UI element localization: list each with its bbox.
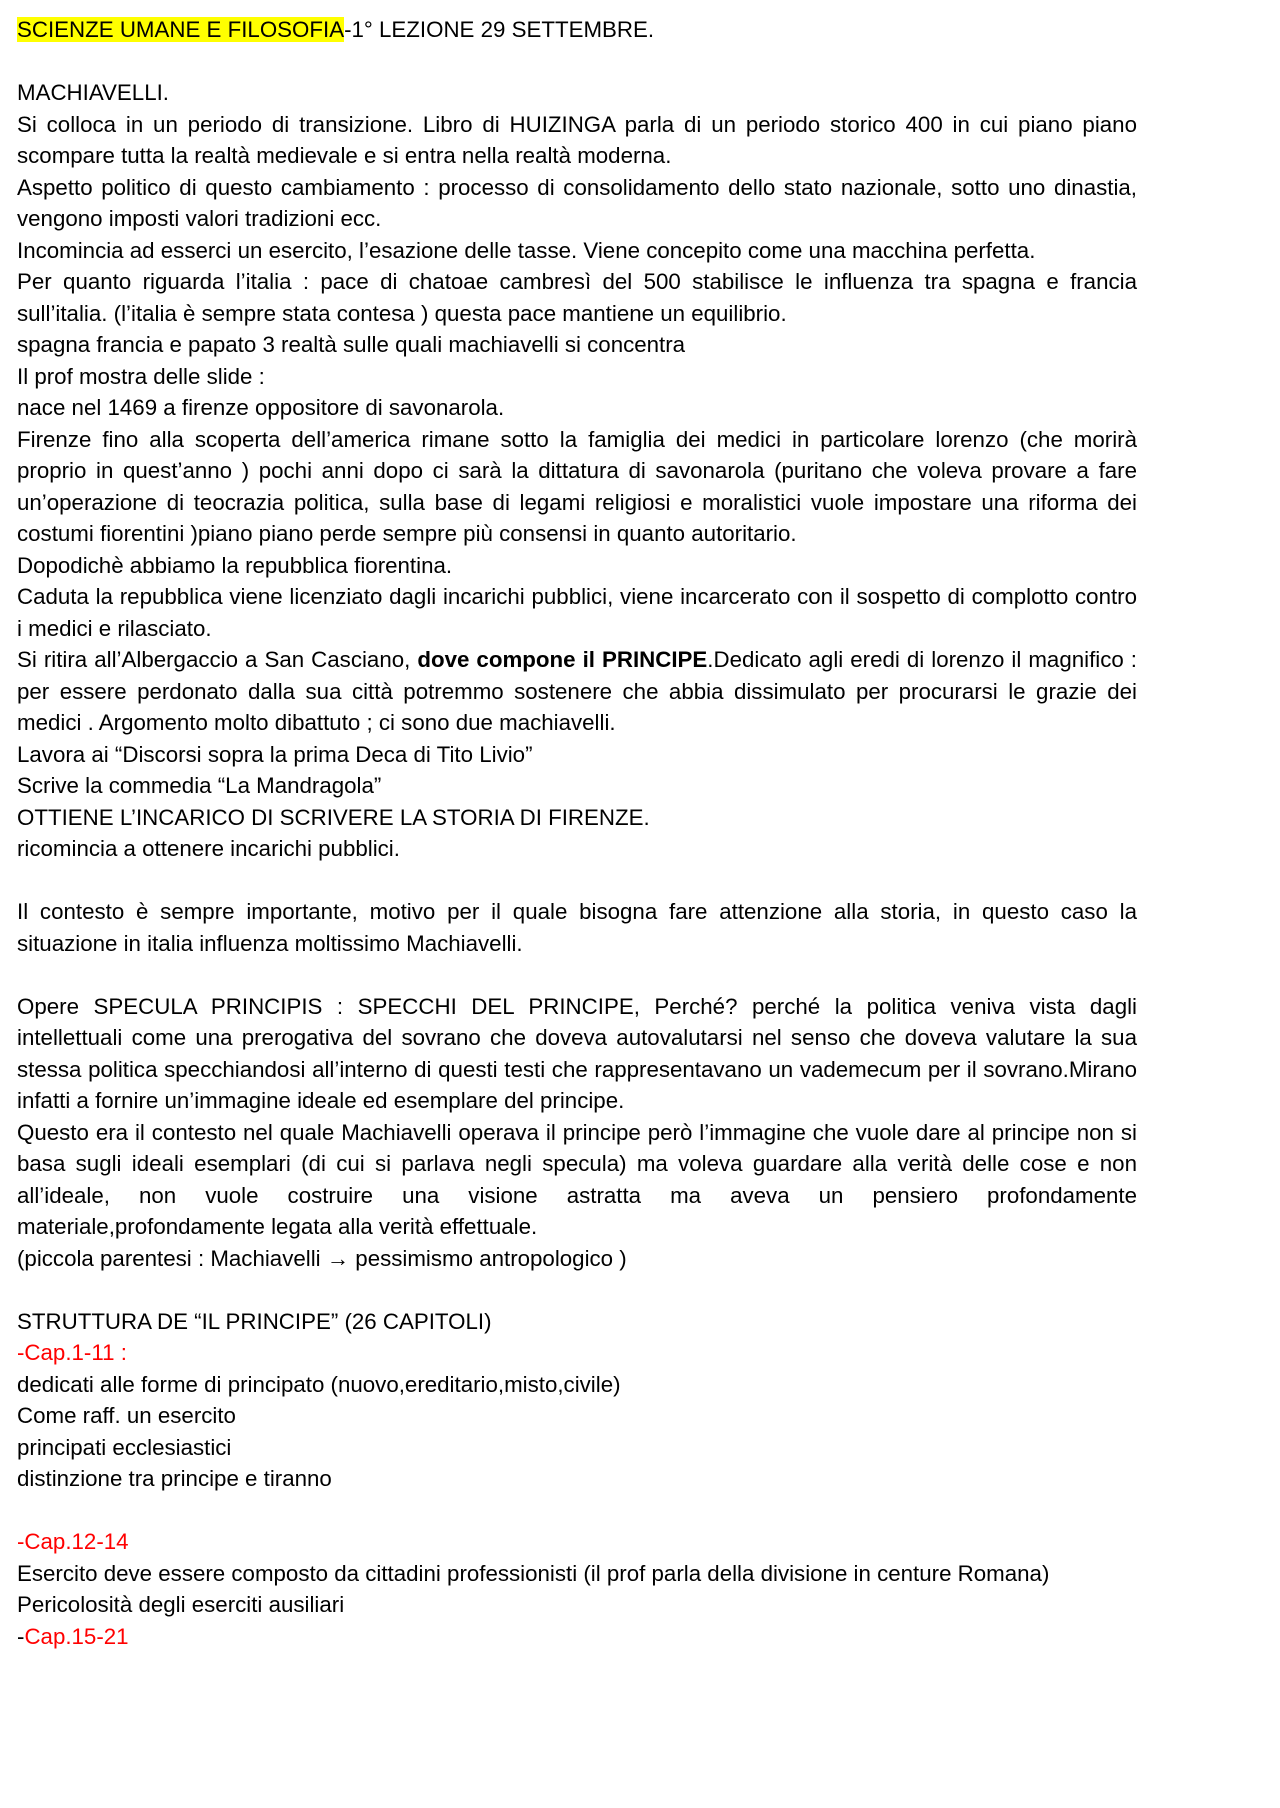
- paragraph: Opere SPECULA PRINCIPIS : SPECCHI DEL PRINCIPE, Perché? perché la politica veniva vista dagli intellettuali come una prerogativa del sovrano che doveva autovalutarsi nel senso che doveva valutare la sua stessa politica specchiandosi all’interno di questi testi che rappresentavano un vademecum per il sovrano.Mirano infatti a fornire un’immagine ideale ed esemplare del principe.: [17, 993, 1137, 1113]
- chapter-range-red: Cap.15-21: [24, 1623, 129, 1649]
- paragraph: Questo era il contesto nel quale Machiavelli operava il principe però l’immagine che vuole dare al principe non si basa sugli ideali esemplari (di cui si parlava negli specula) ma voleva guardare alla verità delle cose e non all’ideale, non vuole costruire una visione astratta ma aveva un pensiero profondamente materiale,profondamente legata alla verità effettuale.: [17, 1119, 1137, 1239]
- text-span: -: [17, 1623, 25, 1649]
- list-line: Come raff. un esercito: [17, 1403, 236, 1428]
- paragraph: Il contesto è sempre importante, motivo per il quale bisogna fare attenzione alla storia, in questo caso la situazione in italia influenza moltissimo Machiavelli.: [17, 899, 1137, 956]
- chapter-heading-12-14: -Cap.12-14: [17, 1529, 129, 1554]
- paragraph: Per quanto riguarda l’italia : pace di chatoae cambresì del 500 stabilisce le influenza tra spagna e francia sull’italia. (l’italia è sempre stata contesa ) questa pace mantiene un equilibrio.: [17, 269, 1137, 326]
- paragraph-principe: [17, 644, 1137, 739]
- paragraph: Lavora ai “Discorsi sopra la prima Deca di Tito Livio”: [17, 741, 533, 767]
- paragraph: nace nel 1469 a firenze oppositore di savonarola.: [17, 395, 505, 420]
- bold-text: dove compone il PRINCIPE: [417, 647, 708, 672]
- paragraph: Firenze fino alla scoperta dell’america rimane sotto la famiglia dei medici in particolare lorenzo (che morirà proprio in quest’anno ) pochi anni dopo ci sarà la dittatura di savonarola (puritano che voleva provare a fare un’operazione di teocrazia politica, sulla base di legami religiosi e moralistici vuole impostare una riforma dei costumi fiorentini )piano piano perde sempre più consensi in quanto autoritario.: [17, 426, 1137, 546]
- doc-title: [17, 14, 1137, 46]
- chapter-heading-15-21: [17, 1621, 1137, 1653]
- paragraph: Il prof mostra delle slide :: [17, 363, 265, 389]
- list-line: principati ecclesiastici: [17, 1434, 232, 1460]
- paragraph: spagna francia e papato 3 realtà sulle quali machiavelli si concentra: [17, 332, 686, 357]
- paragraph: Aspetto politico di questo cambiamento : processo di consolidamento dello stato nazionale, sotto uno dinastia, vengono imposti valori tradizioni ecc.: [17, 174, 1137, 231]
- paragraph: OTTIENE L’INCARICO DI SCRIVERE LA STORIA DI FIRENZE.: [17, 804, 650, 830]
- text-span: .Dedicato agli eredi di lorenzo il magnifico : per essere perdonato dalla sua città potremmo sostenere che abbia dissimulato per procurarsi le grazie dei medici . Argomento molto dibattuto ; ci sono due machiavelli.: [17, 647, 1138, 735]
- paragraph: ricomincia a ottenere incarichi pubblici.: [17, 836, 400, 861]
- paragraph: Dopodichè abbiamo la repubblica fiorentina.: [17, 552, 453, 578]
- paragraph: Si colloca in un periodo di transizione. Libro di HUIZINGA parla di un periodo storico 400 in cui piano piano scompare tutta la realtà medievale e si entra nella realtà moderna.: [17, 111, 1137, 168]
- text-span: Si ritira all’Albergaccio a San Casciano,: [17, 647, 418, 672]
- paragraph: Scrive la commedia “La Mandragola”: [17, 773, 382, 798]
- paragraph: (piccola parentesi : Machiavelli → pessimismo antropologico ): [17, 1245, 627, 1271]
- list-line: dedicati alle forme di principato (nuovo,ereditario,misto,civile): [17, 1371, 621, 1397]
- struttura-heading: STRUTTURA DE “IL PRINCIPE” (26 CAPITOLI): [17, 1308, 492, 1334]
- title-highlight: SCIENZE UMANE E FILOSOFIA: [17, 17, 345, 42]
- paragraph: Caduta la repubblica viene licenziato dagli incarichi pubblici, viene incarcerato con il sospetto di complotto contro i medici e rilasciato.: [17, 584, 1137, 641]
- title-rest: -1° LEZIONE 29 SETTEMBRE.: [344, 17, 655, 42]
- text-span: :: [114, 1340, 127, 1365]
- paragraph: Incomincia ad esserci un esercito, l’esazione delle tasse. Viene concepito come una macchina perfetta.: [17, 237, 1036, 263]
- list-line: Esercito deve essere composto da cittadini professionisti (il prof parla della divisione in centure Romana): [17, 1560, 1050, 1586]
- chapter-heading-1-11: [17, 1337, 1137, 1369]
- list-line: distinzione tra principe e tiranno: [17, 1466, 332, 1491]
- section-heading-machiavelli: MACHIAVELLI.: [17, 80, 169, 105]
- chapter-range-red: -Cap.1-11: [17, 1340, 115, 1365]
- list-line: Pericolosità degli eserciti ausiliari: [17, 1592, 345, 1617]
